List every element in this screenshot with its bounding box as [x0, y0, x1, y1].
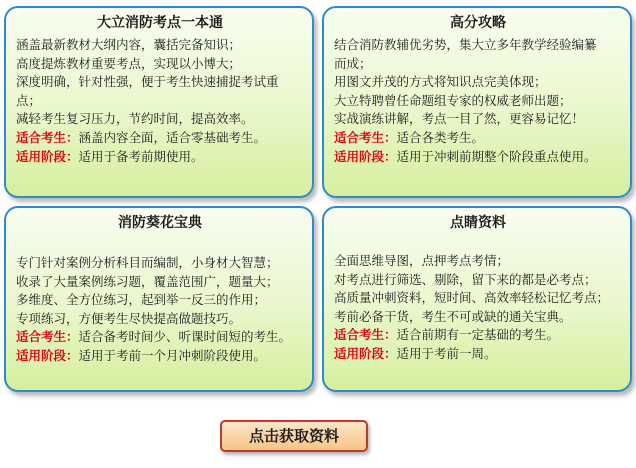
stage-label: 适用阶段： — [334, 345, 397, 361]
stage-text: 适用于冲刺前期整个阶段重点使用。 — [396, 148, 597, 164]
card-kaodian-yibentong — [4, 6, 314, 198]
stage-row — [16, 148, 304, 167]
suitable-text: 涵盖内容全面，适合零基础考生。 — [78, 129, 267, 145]
card-line: 深度明确，针对性强，便于考生快速捕捉考试重 — [16, 74, 279, 90]
suitable-label: 适合考生： — [16, 129, 79, 145]
stage-text: 适用于考前一周。 — [396, 345, 497, 361]
card-line: 高度提炼教材重要考点，实现以小博大； — [16, 55, 242, 71]
suitable-text: 适合备考时间少、听课时间短的考生。 — [78, 329, 292, 345]
card-line: 用图文并茂的方式将知识点完美体现； — [334, 74, 547, 90]
card-title: 大立消防考点一本通 — [97, 15, 223, 31]
card-title: 高分攻略 — [450, 15, 506, 31]
suitable-row — [16, 129, 304, 148]
card-line: 考前必备干货，考生不可或缺的通关宝典。 — [334, 308, 572, 324]
card-line: 点； — [16, 92, 42, 108]
suitable-row — [334, 326, 622, 345]
card-gaofen-gonglue — [322, 6, 632, 198]
stage-row — [334, 148, 622, 167]
card-line: 大立特聘曾任命题组专家的权威老师出题； — [334, 92, 572, 108]
card-line: 而成； — [334, 55, 372, 71]
stage-label: 适用阶段： — [16, 347, 79, 363]
card-kuihua-baodian — [4, 206, 314, 392]
stage-row — [16, 347, 304, 366]
card-line: 收录了大量案例练习题，覆盖范围广，题量大； — [16, 273, 279, 289]
card-line: 全面思维导图，点押考点考情； — [334, 253, 510, 268]
suitable-row — [334, 129, 622, 148]
card-line: 减轻考生复习压力，节约时间，提高效率。 — [16, 111, 254, 127]
suitable-text: 适合各类考生。 — [396, 129, 485, 145]
card-line: 多维度、全方位练习，起到举一反三的作用； — [16, 292, 267, 308]
card-title: 消防葵花宝典 — [118, 215, 202, 231]
stage-row — [334, 345, 622, 364]
stage-text: 适用于备考前期使用。 — [78, 148, 204, 164]
card-line: 高质量冲刺资料，短时间、高效率轻松记忆考点； — [334, 290, 610, 306]
suitable-label: 适合考生： — [334, 327, 397, 343]
stage-text: 适用于考前一个月冲刺阶段使用。 — [78, 347, 267, 363]
card-dianjing-ziliao — [322, 206, 632, 392]
card-line: 结合消防教辅优劣势，集大立多年教学经验编纂 — [334, 37, 597, 52]
suitable-label: 适合考生： — [16, 329, 79, 345]
stage-label: 适用阶段： — [16, 148, 79, 164]
card-line: 对考点进行筛选、剔除，留下来的都是必考点； — [334, 271, 597, 287]
card-line: 专门针对案例分析科目而编制，小身材大智慧； — [16, 255, 279, 270]
card-line: 涵盖最新教材大纲内容，囊括完备知识； — [16, 37, 242, 52]
get-materials-button[interactable]: 点击获取资料 — [220, 420, 368, 452]
card-line: 实战演练讲解，考点一目了然，更容易记忆！ — [334, 111, 585, 127]
stage-label: 适用阶段： — [334, 148, 397, 164]
card-title: 点睛资料 — [450, 215, 506, 231]
suitable-text: 适合前期有一定基础的考生。 — [396, 327, 560, 343]
suitable-row — [16, 328, 304, 347]
card-line: 专项练习，方便考生尽快提高做题技巧。 — [16, 310, 242, 326]
suitable-label: 适合考生： — [334, 129, 397, 145]
